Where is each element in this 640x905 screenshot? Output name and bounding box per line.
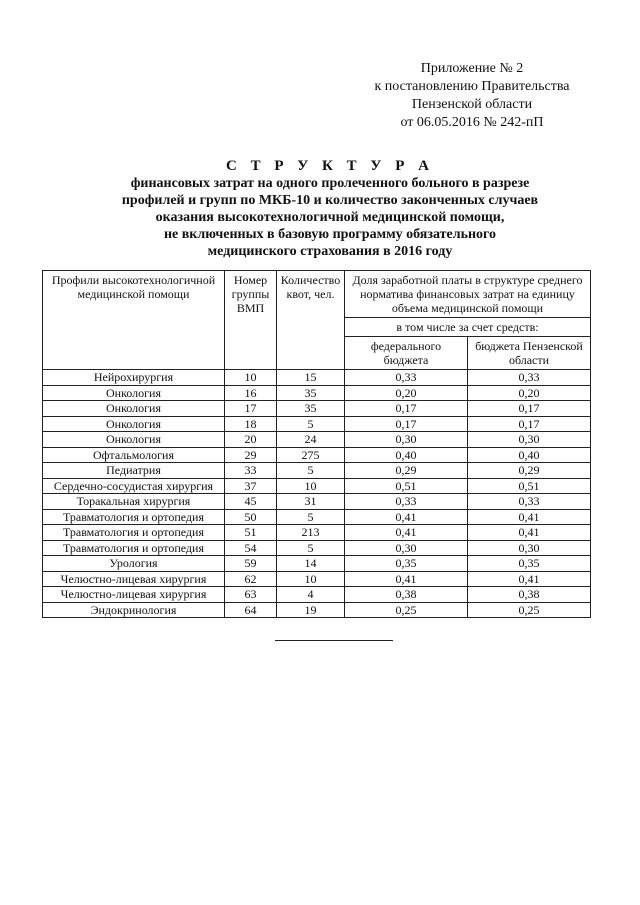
table-row	[43, 447, 591, 463]
table-row	[43, 478, 591, 494]
cell-profile: Травматология и ортопедия	[43, 509, 225, 525]
cell-quota: 275	[277, 447, 345, 463]
cell-group: 51	[225, 525, 277, 541]
cell-federal: 0,41	[345, 525, 468, 541]
cell-group: 37	[225, 478, 277, 494]
cell-group: 33	[225, 463, 277, 479]
cell-regional: 0,38	[468, 587, 591, 603]
cell-profile: Онкология	[43, 401, 225, 417]
cell-regional: 0,17	[468, 401, 591, 417]
cell-group: 54	[225, 540, 277, 556]
cell-federal: 0,25	[345, 602, 468, 618]
cell-profile: Сердечно-сосудистая хирургия	[43, 478, 225, 494]
title-line-2: профилей и групп по МКБ-10 и количество законченных случаев	[121, 193, 539, 208]
appendix-line-1: Приложение № 2	[420, 61, 524, 76]
cell-group: 63	[225, 587, 277, 603]
header-including: в том числе за счет средств:	[345, 318, 591, 337]
table-row	[43, 401, 591, 417]
cell-regional: 0,40	[468, 447, 591, 463]
cell-regional: 0,20	[468, 385, 591, 401]
cell-federal: 0,41	[345, 571, 468, 587]
cell-regional: 0,41	[468, 525, 591, 541]
cell-federal: 0,51	[345, 478, 468, 494]
header-quota: Количество квот, чел.	[277, 271, 345, 370]
cell-group: 64	[225, 602, 277, 618]
cell-profile: Онкология	[43, 416, 225, 432]
cell-regional: 0,51	[468, 478, 591, 494]
title-main: С Т Р У К Т У Р А	[226, 158, 434, 174]
cell-quota: 5	[277, 540, 345, 556]
cell-quota: 19	[277, 602, 345, 618]
cell-federal: 0,30	[345, 432, 468, 448]
header-federal: федерального бюджета	[345, 337, 468, 370]
cell-profile: Урология	[43, 556, 225, 572]
cell-group: 29	[225, 447, 277, 463]
title-line-1: финансовых затрат на одного пролеченного больного в разрезе	[130, 176, 530, 191]
table-row	[43, 385, 591, 401]
cell-regional: 0,41	[468, 571, 591, 587]
cell-profile: Челюстно-лицевая хирургия	[43, 571, 225, 587]
cell-federal: 0,20	[345, 385, 468, 401]
cell-federal: 0,33	[345, 494, 468, 510]
cell-group: 50	[225, 509, 277, 525]
cell-group: 20	[225, 432, 277, 448]
cell-regional: 0,30	[468, 540, 591, 556]
cell-quota: 10	[277, 478, 345, 494]
header-profile: Профили высокотехнологичной медицинской помощи	[43, 271, 225, 370]
cell-quota: 5	[277, 509, 345, 525]
cell-profile: Онкология	[43, 385, 225, 401]
cell-quota: 10	[277, 571, 345, 587]
title-line-4: не включенных в базовую программу обязательного	[163, 227, 497, 242]
title-line-5: медицинского страхования в 2016 году	[207, 244, 453, 259]
appendix-line-4: от 06.05.2016 № 242-пП	[400, 115, 544, 130]
table-row	[43, 370, 591, 386]
cell-federal: 0,40	[345, 447, 468, 463]
cell-group: 62	[225, 571, 277, 587]
cell-federal: 0,35	[345, 556, 468, 572]
cost-structure-table	[42, 270, 591, 618]
table-row	[43, 509, 591, 525]
header-group: Номер группы ВМП	[225, 271, 277, 370]
table-row	[43, 432, 591, 448]
cell-profile: Педиатрия	[43, 463, 225, 479]
table-row	[43, 416, 591, 432]
cell-federal: 0,33	[345, 370, 468, 386]
cell-regional: 0,25	[468, 602, 591, 618]
table-row	[43, 587, 591, 603]
cell-quota: 14	[277, 556, 345, 572]
cell-federal: 0,30	[345, 540, 468, 556]
cell-regional: 0,30	[468, 432, 591, 448]
table-row	[43, 463, 591, 479]
cell-regional: 0,41	[468, 509, 591, 525]
cell-regional: 0,33	[468, 494, 591, 510]
cell-quota: 213	[277, 525, 345, 541]
table-row	[43, 602, 591, 618]
cell-profile: Онкология	[43, 432, 225, 448]
cell-quota: 5	[277, 416, 345, 432]
table-row	[43, 494, 591, 510]
appendix-line-2: к постановлению Правительства	[374, 79, 570, 94]
cell-profile: Травматология и ортопедия	[43, 525, 225, 541]
cell-quota: 24	[277, 432, 345, 448]
cell-profile: Нейрохирургия	[43, 370, 225, 386]
appendix-line-3: Пензенской области	[411, 97, 533, 112]
cell-profile: Травматология и ортопедия	[43, 540, 225, 556]
header-share: Доля заработной платы в структуре среднего норматива финансовых затрат на единицу объема медицинской помощи	[345, 271, 591, 318]
cell-profile: Торакальная хирургия	[43, 494, 225, 510]
cell-profile: Эндокринология	[43, 602, 225, 618]
cell-quota: 15	[277, 370, 345, 386]
title-line-3: оказания высокотехнологичной медицинской помощи,	[155, 210, 505, 225]
cell-quota: 31	[277, 494, 345, 510]
cell-profile: Челюстно-лицевая хирургия	[43, 587, 225, 603]
cell-group: 18	[225, 416, 277, 432]
cell-regional: 0,17	[468, 416, 591, 432]
table-body	[43, 370, 591, 618]
table-row	[43, 556, 591, 572]
cell-group: 59	[225, 556, 277, 572]
document-title	[60, 158, 600, 260]
cell-group: 16	[225, 385, 277, 401]
cell-profile: Офтальмология	[43, 447, 225, 463]
cell-federal: 0,29	[345, 463, 468, 479]
cell-federal: 0,17	[345, 401, 468, 417]
footer-divider	[275, 640, 393, 641]
cell-group: 17	[225, 401, 277, 417]
cell-regional: 0,29	[468, 463, 591, 479]
table-row	[43, 525, 591, 541]
cell-group: 10	[225, 370, 277, 386]
cell-quota: 35	[277, 401, 345, 417]
cell-regional: 0,33	[468, 370, 591, 386]
cell-federal: 0,17	[345, 416, 468, 432]
table-row	[43, 540, 591, 556]
header-regional: бюджета Пензенской области	[468, 337, 591, 370]
cell-federal: 0,41	[345, 509, 468, 525]
cell-group: 45	[225, 494, 277, 510]
table-row	[43, 571, 591, 587]
cell-quota: 4	[277, 587, 345, 603]
cell-quota: 35	[277, 385, 345, 401]
cell-quota: 5	[277, 463, 345, 479]
appendix-block	[352, 60, 592, 132]
cell-regional: 0,35	[468, 556, 591, 572]
cell-federal: 0,38	[345, 587, 468, 603]
